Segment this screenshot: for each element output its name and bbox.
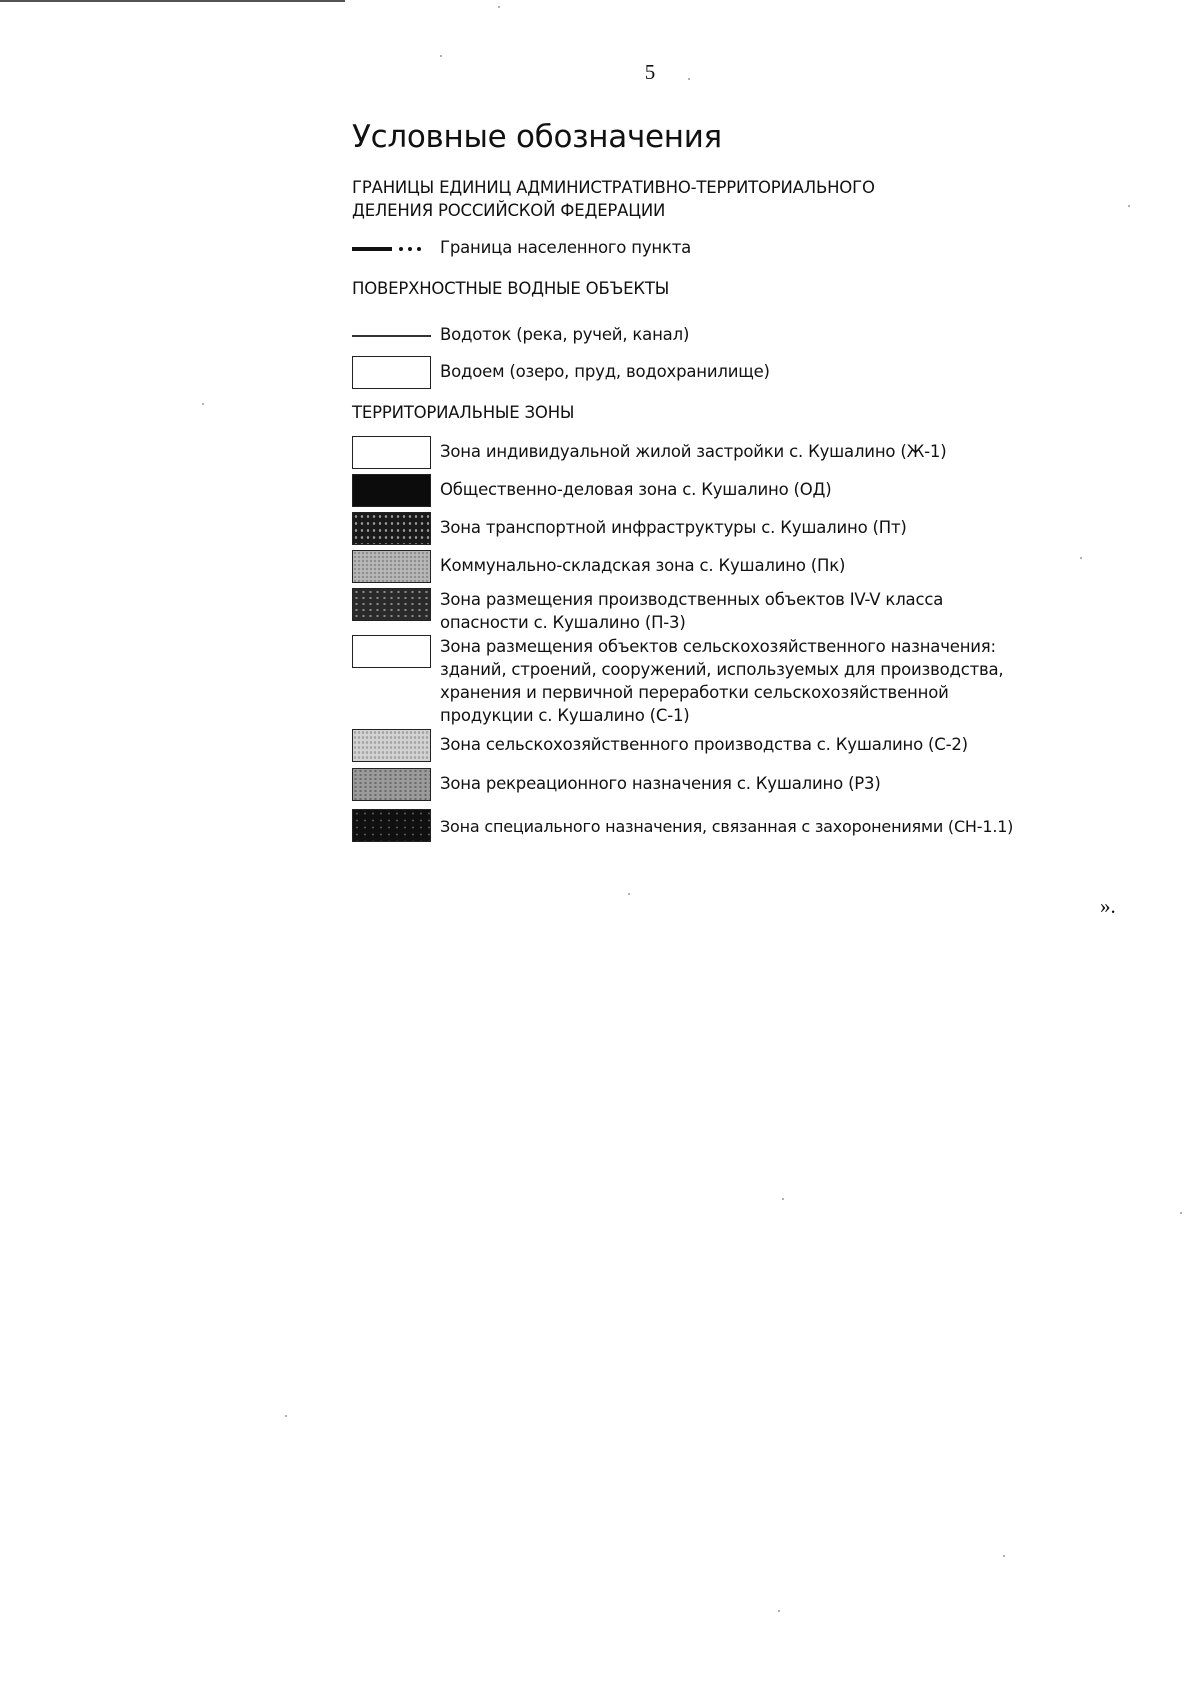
legend-item-label: Зона размещения объектов сельскохозяйственного назначения: зданий, строений, сооружений, используемых для производства, хранения и первичной переработки сельскохозяйственной продукции с. Кушалино (С-1) (440, 637, 1004, 725)
scan-speck (440, 55, 442, 57)
solid-black-swatch (352, 474, 431, 507)
scan-speck (782, 1198, 784, 1200)
black-speckled-swatch (352, 809, 431, 842)
dark-speckled-swatch (352, 512, 431, 545)
closing-quote-mark: ». (1100, 894, 1116, 918)
legend-item-label: Общественно-деловая зона с. Кушалино (ОД) (440, 480, 832, 499)
thin-line-symbol (352, 319, 431, 352)
legend-item-label: Коммунально-складская зона с. Кушалино (Пк) (440, 556, 846, 575)
dash-dot-line-symbol (352, 232, 431, 265)
legend-item-water-body (352, 356, 1052, 389)
legend-item-label: Зона размещения производственных объектов IV-V класса опасности с. Кушалино (П-3) (440, 590, 944, 632)
page-number: 5 (644, 60, 656, 84)
legend-item-watercourse (352, 319, 1052, 352)
scan-speck (1003, 1555, 1005, 1557)
scan-speck (688, 78, 690, 80)
legend-item-zone-pk (352, 550, 1052, 583)
light-gray-speckled-swatch (352, 550, 431, 583)
mid-gray-speckled-swatch (352, 768, 431, 801)
legend-item-zone-sn11 (352, 809, 1052, 842)
legend-item-label: Зона транспортной инфраструктуры с. Кушалино (Пт) (440, 518, 907, 537)
empty-box-symbol (352, 635, 431, 668)
legend-item-label: Водоем (озеро, пруд, водохранилище) (440, 362, 770, 381)
empty-box-symbol (352, 356, 431, 389)
section-heading-water-objects: ПОВЕРХНОСТНЫЕ ВОДНЫЕ ОБЪЕКТЫ (352, 279, 670, 298)
legend-item-zone-c2 (352, 729, 1052, 762)
map-legend (352, 115, 1052, 842)
section-heading-territorial-zones: ТЕРРИТОРИАЛЬНЫЕ ЗОНЫ (352, 403, 575, 422)
dark-speckled-swatch (352, 588, 431, 621)
legend-item-zone-pt (352, 512, 1052, 545)
scan-speck (778, 1610, 780, 1612)
scan-speck (1128, 205, 1130, 207)
scan-edge-line (0, 0, 345, 2)
legend-item-label: Зона рекреационного назначения с. Кушалино (Р3) (440, 774, 881, 793)
legend-item-label: Зона индивидуальной жилой застройки с. Кушалино (Ж-1) (440, 442, 947, 461)
legend-item-label: Зона сельскохозяйственного производства с. Кушалино (С-2) (440, 735, 968, 754)
legend-title: Условные обозначения (352, 119, 722, 155)
legend-item-zone-zh1 (352, 436, 1052, 469)
empty-box-symbol (352, 436, 431, 469)
scan-speck (1080, 557, 1082, 559)
legend-item-zone-r3 (352, 768, 1052, 801)
scan-speck (202, 403, 204, 405)
legend-item-settlement-boundary (352, 232, 1052, 265)
scan-speck (1180, 1212, 1182, 1214)
legend-item-zone-p3 (352, 588, 1052, 634)
legend-item-label: Водоток (река, ручей, канал) (440, 325, 690, 344)
legend-item-label: Граница населенного пункта (440, 238, 692, 257)
scan-speck (498, 6, 500, 8)
section-heading-admin-boundaries: ГРАНИЦЫ ЕДИНИЦ АДМИНИСТРАТИВНО-ТЕРРИТОРИАЛЬНОГО ДЕЛЕНИЯ РОССИЙСКОЙ ФЕДЕРАЦИИ (352, 178, 875, 220)
legend-item-zone-c1 (352, 635, 1052, 727)
legend-item-label: Зона специального назначения, связанная с захоронениями (СН-1.1) (440, 817, 1014, 836)
pale-gray-speckled-swatch (352, 729, 431, 762)
legend-item-zone-od (352, 474, 1052, 507)
scan-speck (285, 1415, 287, 1417)
scan-speck (628, 893, 630, 895)
